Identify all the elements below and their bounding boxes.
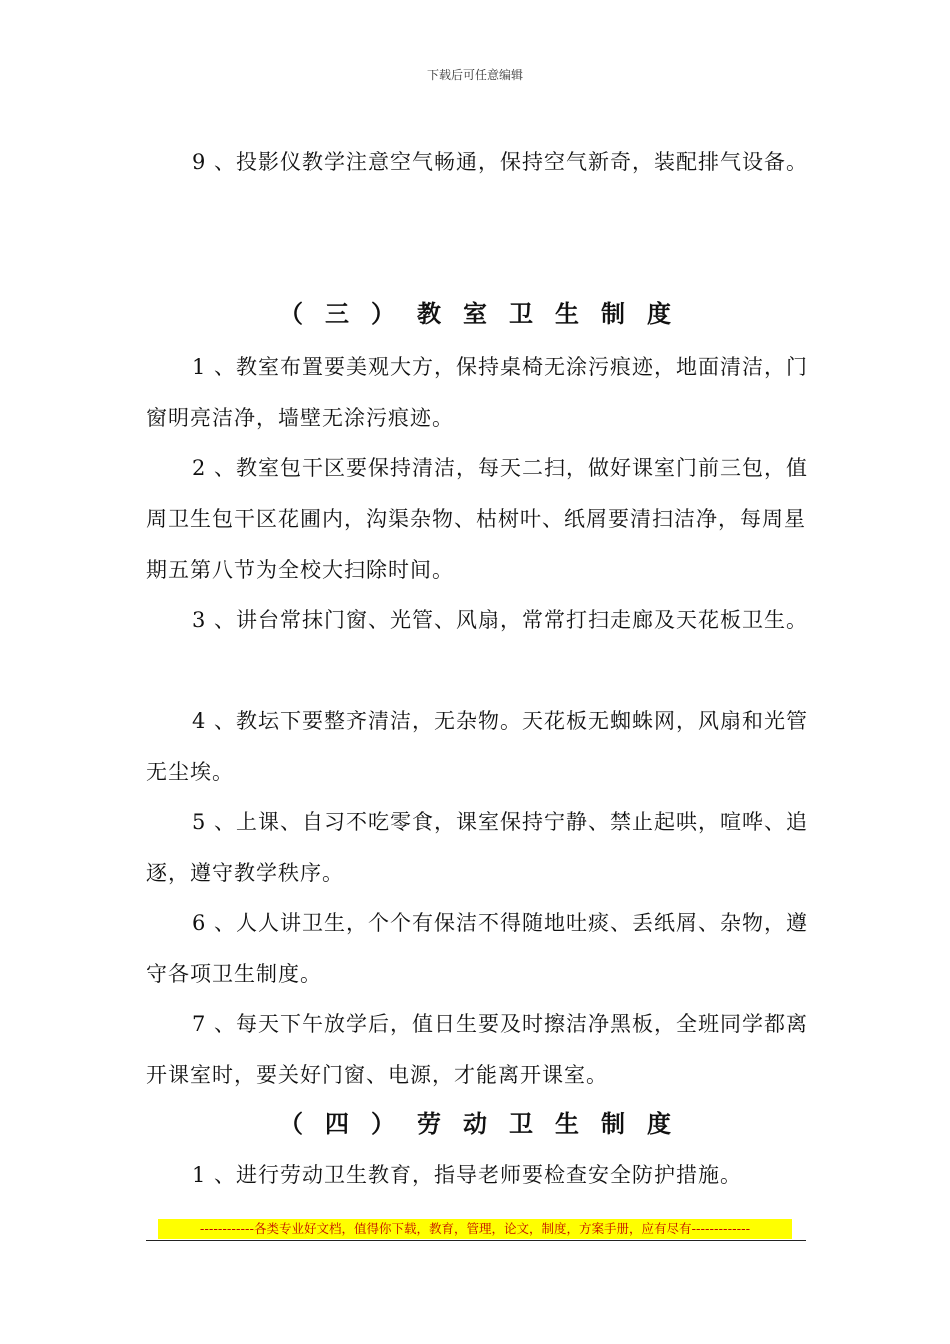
paragraph-labor-item-1: 1 、进行劳动卫生教育，指导老师要检查安全防护措施。 bbox=[192, 1163, 743, 1187]
paragraph-item-7: 7 、每天下午放学后，值日生要及时擦洁净黑板，全班同学都离开课室时，要关好门窗、电源，才能离开课室。 bbox=[146, 1012, 809, 1087]
section-title-labor-hygiene: （四）劳动卫生制度 bbox=[279, 1109, 693, 1138]
paragraph-item-5: 5 、上课、自习不吃零食，课室保持宁静、禁止起哄，喧哗、追逐，遵守教学秩序。 bbox=[146, 810, 809, 885]
footer-divider bbox=[146, 1240, 806, 1241]
page-header-note: 下载后可任意编辑 bbox=[426, 68, 523, 82]
paragraph-item-9: 9 、投影仪教学注意空气畅通，保持空气新奇，装配排气设备。 bbox=[192, 150, 809, 174]
section-title-classroom-hygiene: （三）教室卫生制度 bbox=[279, 299, 693, 328]
paragraph-item-2: 2 、教室包干区要保持清洁，每天二扫，做好课室门前三包，值周卫生包干区花圃内，沟渠杂物、枯树叶、纸屑要清扫洁净，每周星期五第八节为全校大扫除时间。 bbox=[146, 456, 809, 582]
paragraph-item-1: 1 、教室布置要美观大方，保持桌椅无涂污痕迹，地面清洁，门窗明亮洁净，墙壁无涂污痕迹。 bbox=[146, 355, 809, 430]
paragraph-item-3: 3 、讲台常抹门窗、光管、风扇，常常打扫走廊及天花板卫生。 bbox=[192, 608, 809, 632]
paragraph-item-4: 4 、教坛下要整齐清洁，无杂物。天花板无蜘蛛网，风扇和光管无尘埃。 bbox=[146, 709, 809, 784]
paragraph-item-6: 6 、人人讲卫生，个个有保洁不得随地吐痰、丢纸屑、杂物，遵守各项卫生制度。 bbox=[146, 911, 809, 986]
footer-banner: ------------各类专业好文档，值得你下载，教育，管理，论文，制度，方案手册，应有尽有------------- bbox=[158, 1219, 792, 1239]
